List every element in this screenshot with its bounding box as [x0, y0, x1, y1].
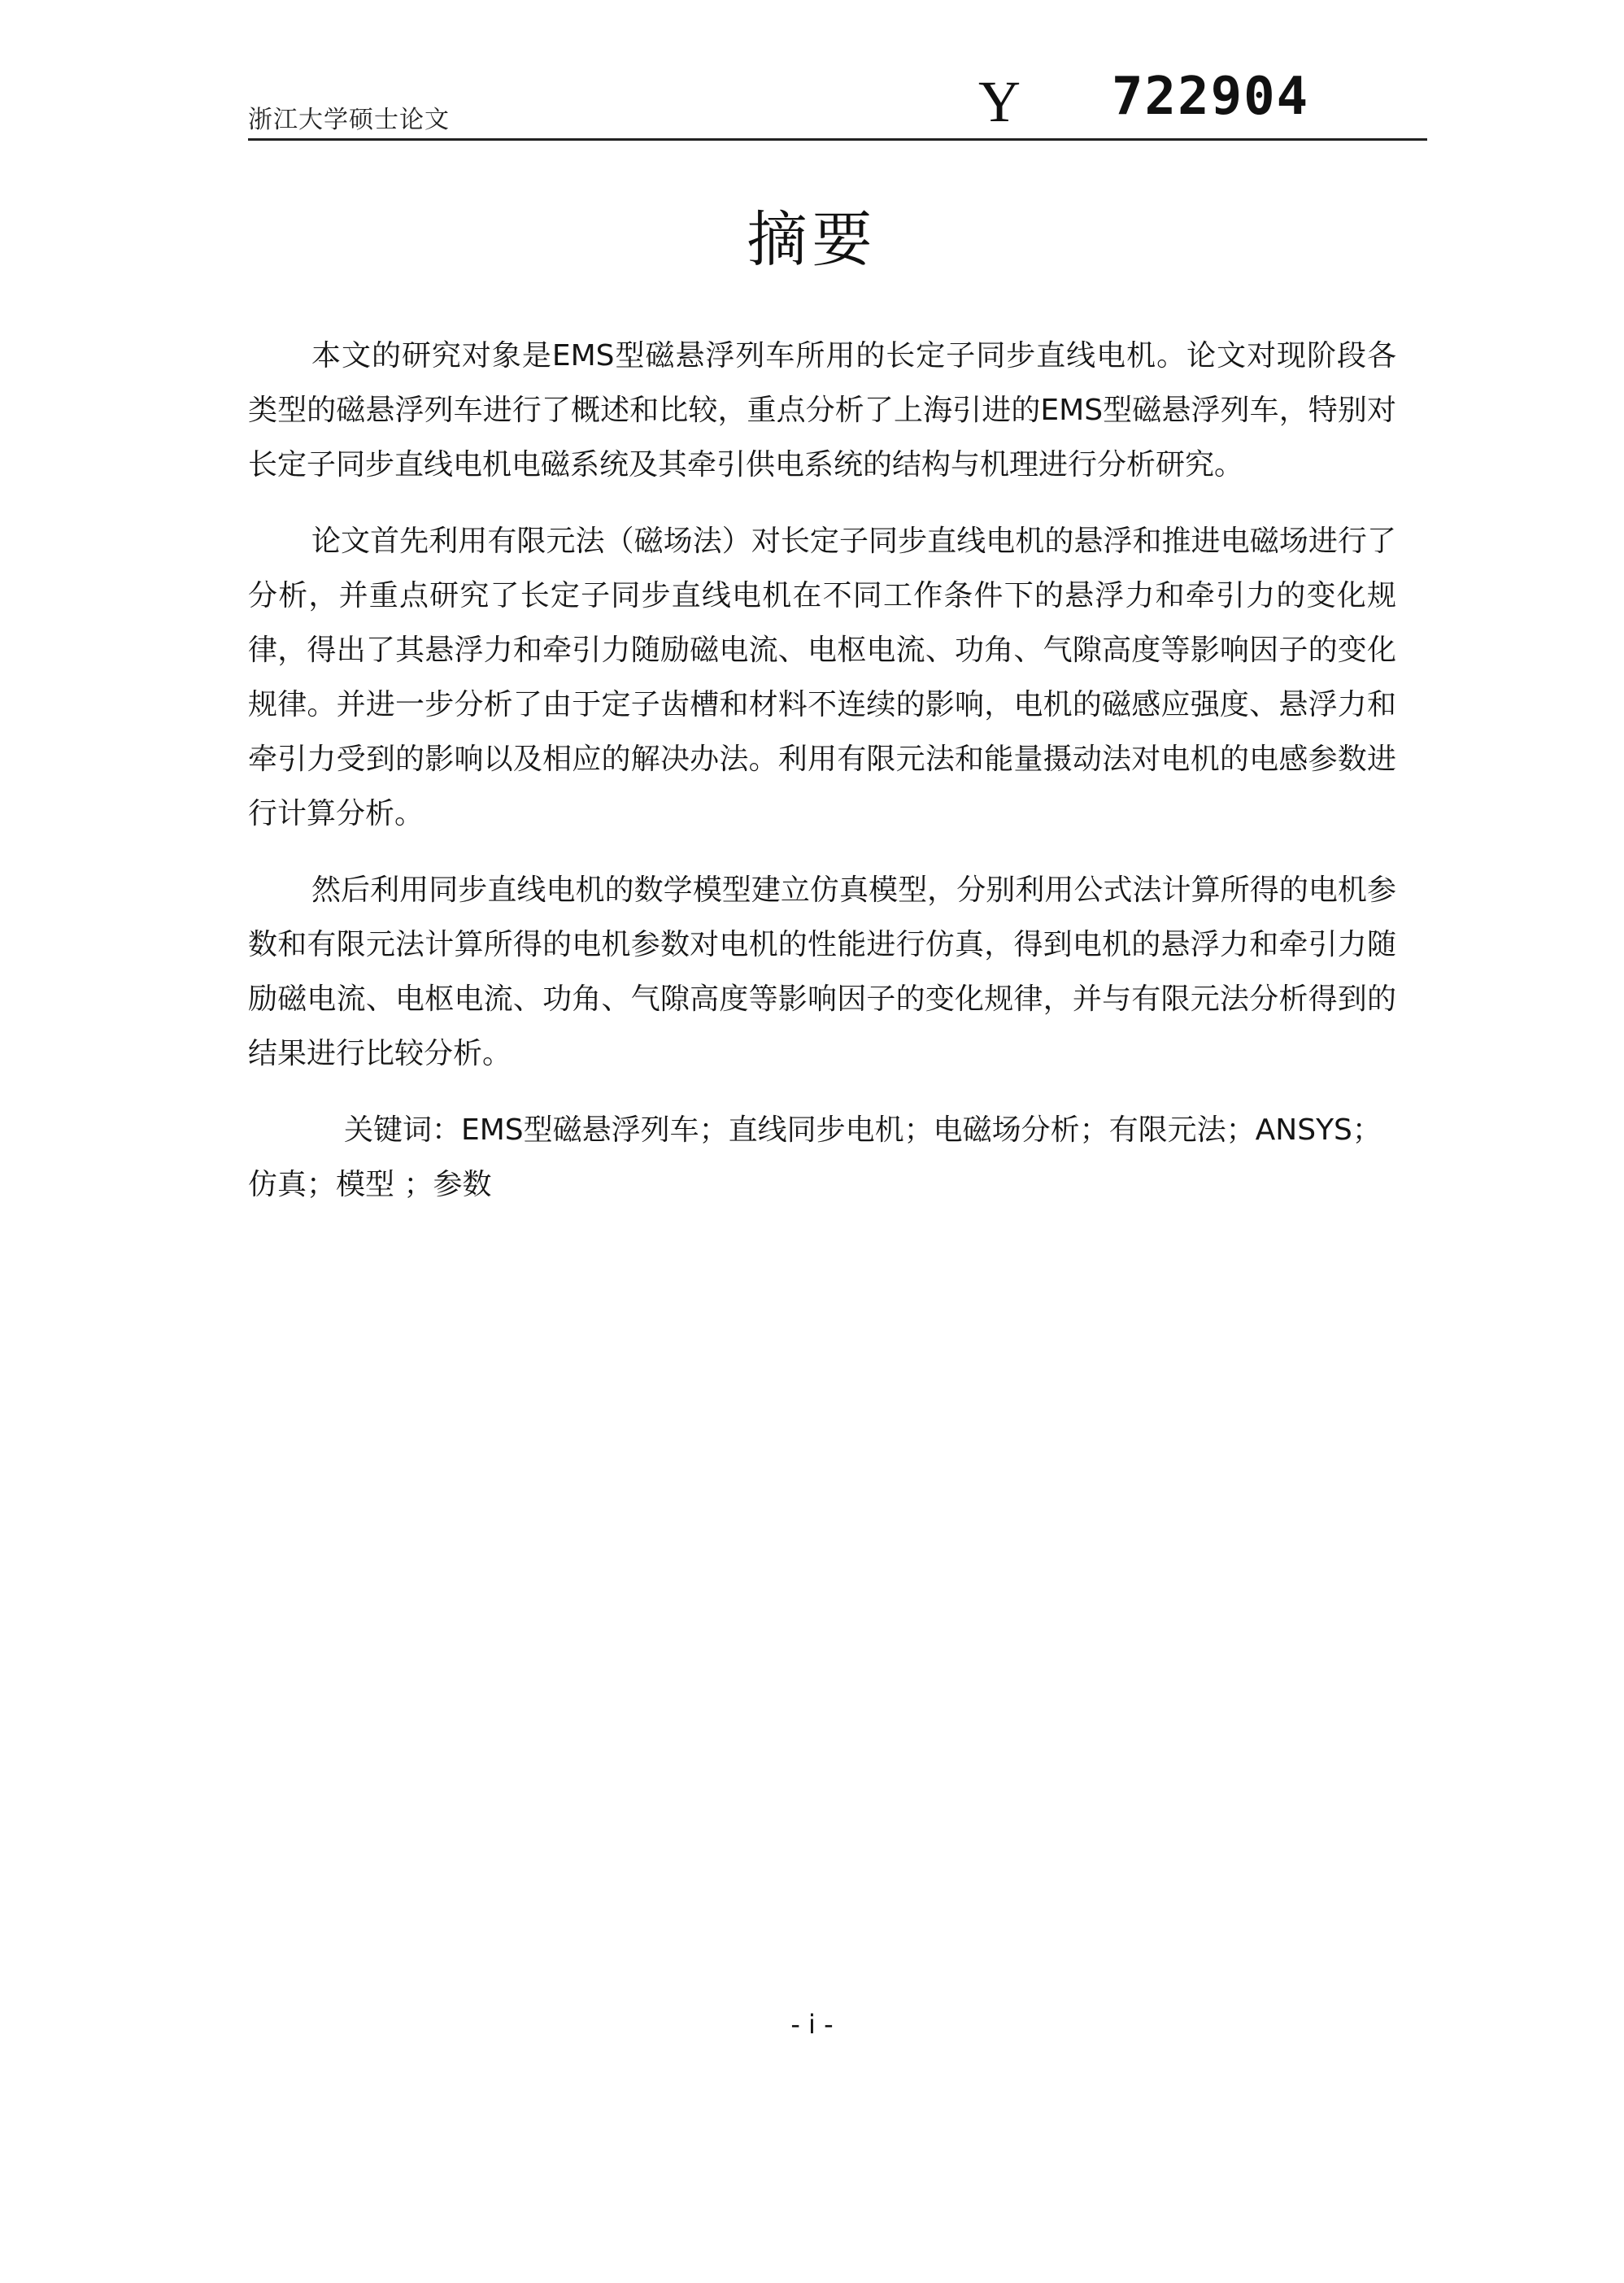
keywords: 关键词：EMS型磁悬浮列车；直线同步电机；电磁场分析；有限元法；ANSYS；仿真；模型 ；参数: [248, 1113, 1382, 1201]
page-header: [248, 63, 1427, 145]
page-number: - i -: [790, 2009, 834, 2040]
abstract-paragraph-1: 本文的研究对象是EMS型磁悬浮列车所用的长定子同步直线电机。论文对现阶段各类型的磁悬浮列车进行了概述和比较，重点分析了上海引进的EMS型磁悬浮列车，特别对长定子同步直线电机电磁系统及其牵引供电系统的结构与机理进行分析研究。: [248, 339, 1396, 481]
header-document-number: 722904: [1112, 67, 1310, 127]
header-classification-letter: Y: [978, 69, 1021, 134]
abstract-paragraph-2: 论文首先利用有限元法（磁场法）对长定子同步直线电机的悬浮和推进电磁场进行了分析，并重点研究了长定子同步直线电机在不同工作条件下的悬浮力和牵引力的变化规律，得出了其悬浮力和牵引力随励磁电流、电枢电流、功角、气隙高度等影响因子的变化规律。并进一步分析了由于定子齿槽和材料不连续的影响，电机的磁感应强度、悬浮力和牵引力受到的影响以及相应的解决办法。利用有限元法和能量摄动法对电机的电感参数进行计算分析。: [248, 525, 1396, 830]
abstract-paragraph-3: 然后利用同步直线电机的数学模型建立仿真模型，分别利用公式法计算所得的电机参数和有限元法计算所得的电机参数对电机的性能进行仿真，得到电机的悬浮力和牵引力随励磁电流、电枢电流、功角、气隙高度等影响因子的变化规律，并与有限元法分析得到的结果进行比较分析。: [248, 874, 1396, 1070]
page-title: 摘要: [747, 205, 877, 275]
abstract-body: [248, 329, 1396, 1212]
header-rule: [248, 138, 1427, 141]
header-thesis-label: 浙江大学硕士论文: [248, 106, 450, 134]
